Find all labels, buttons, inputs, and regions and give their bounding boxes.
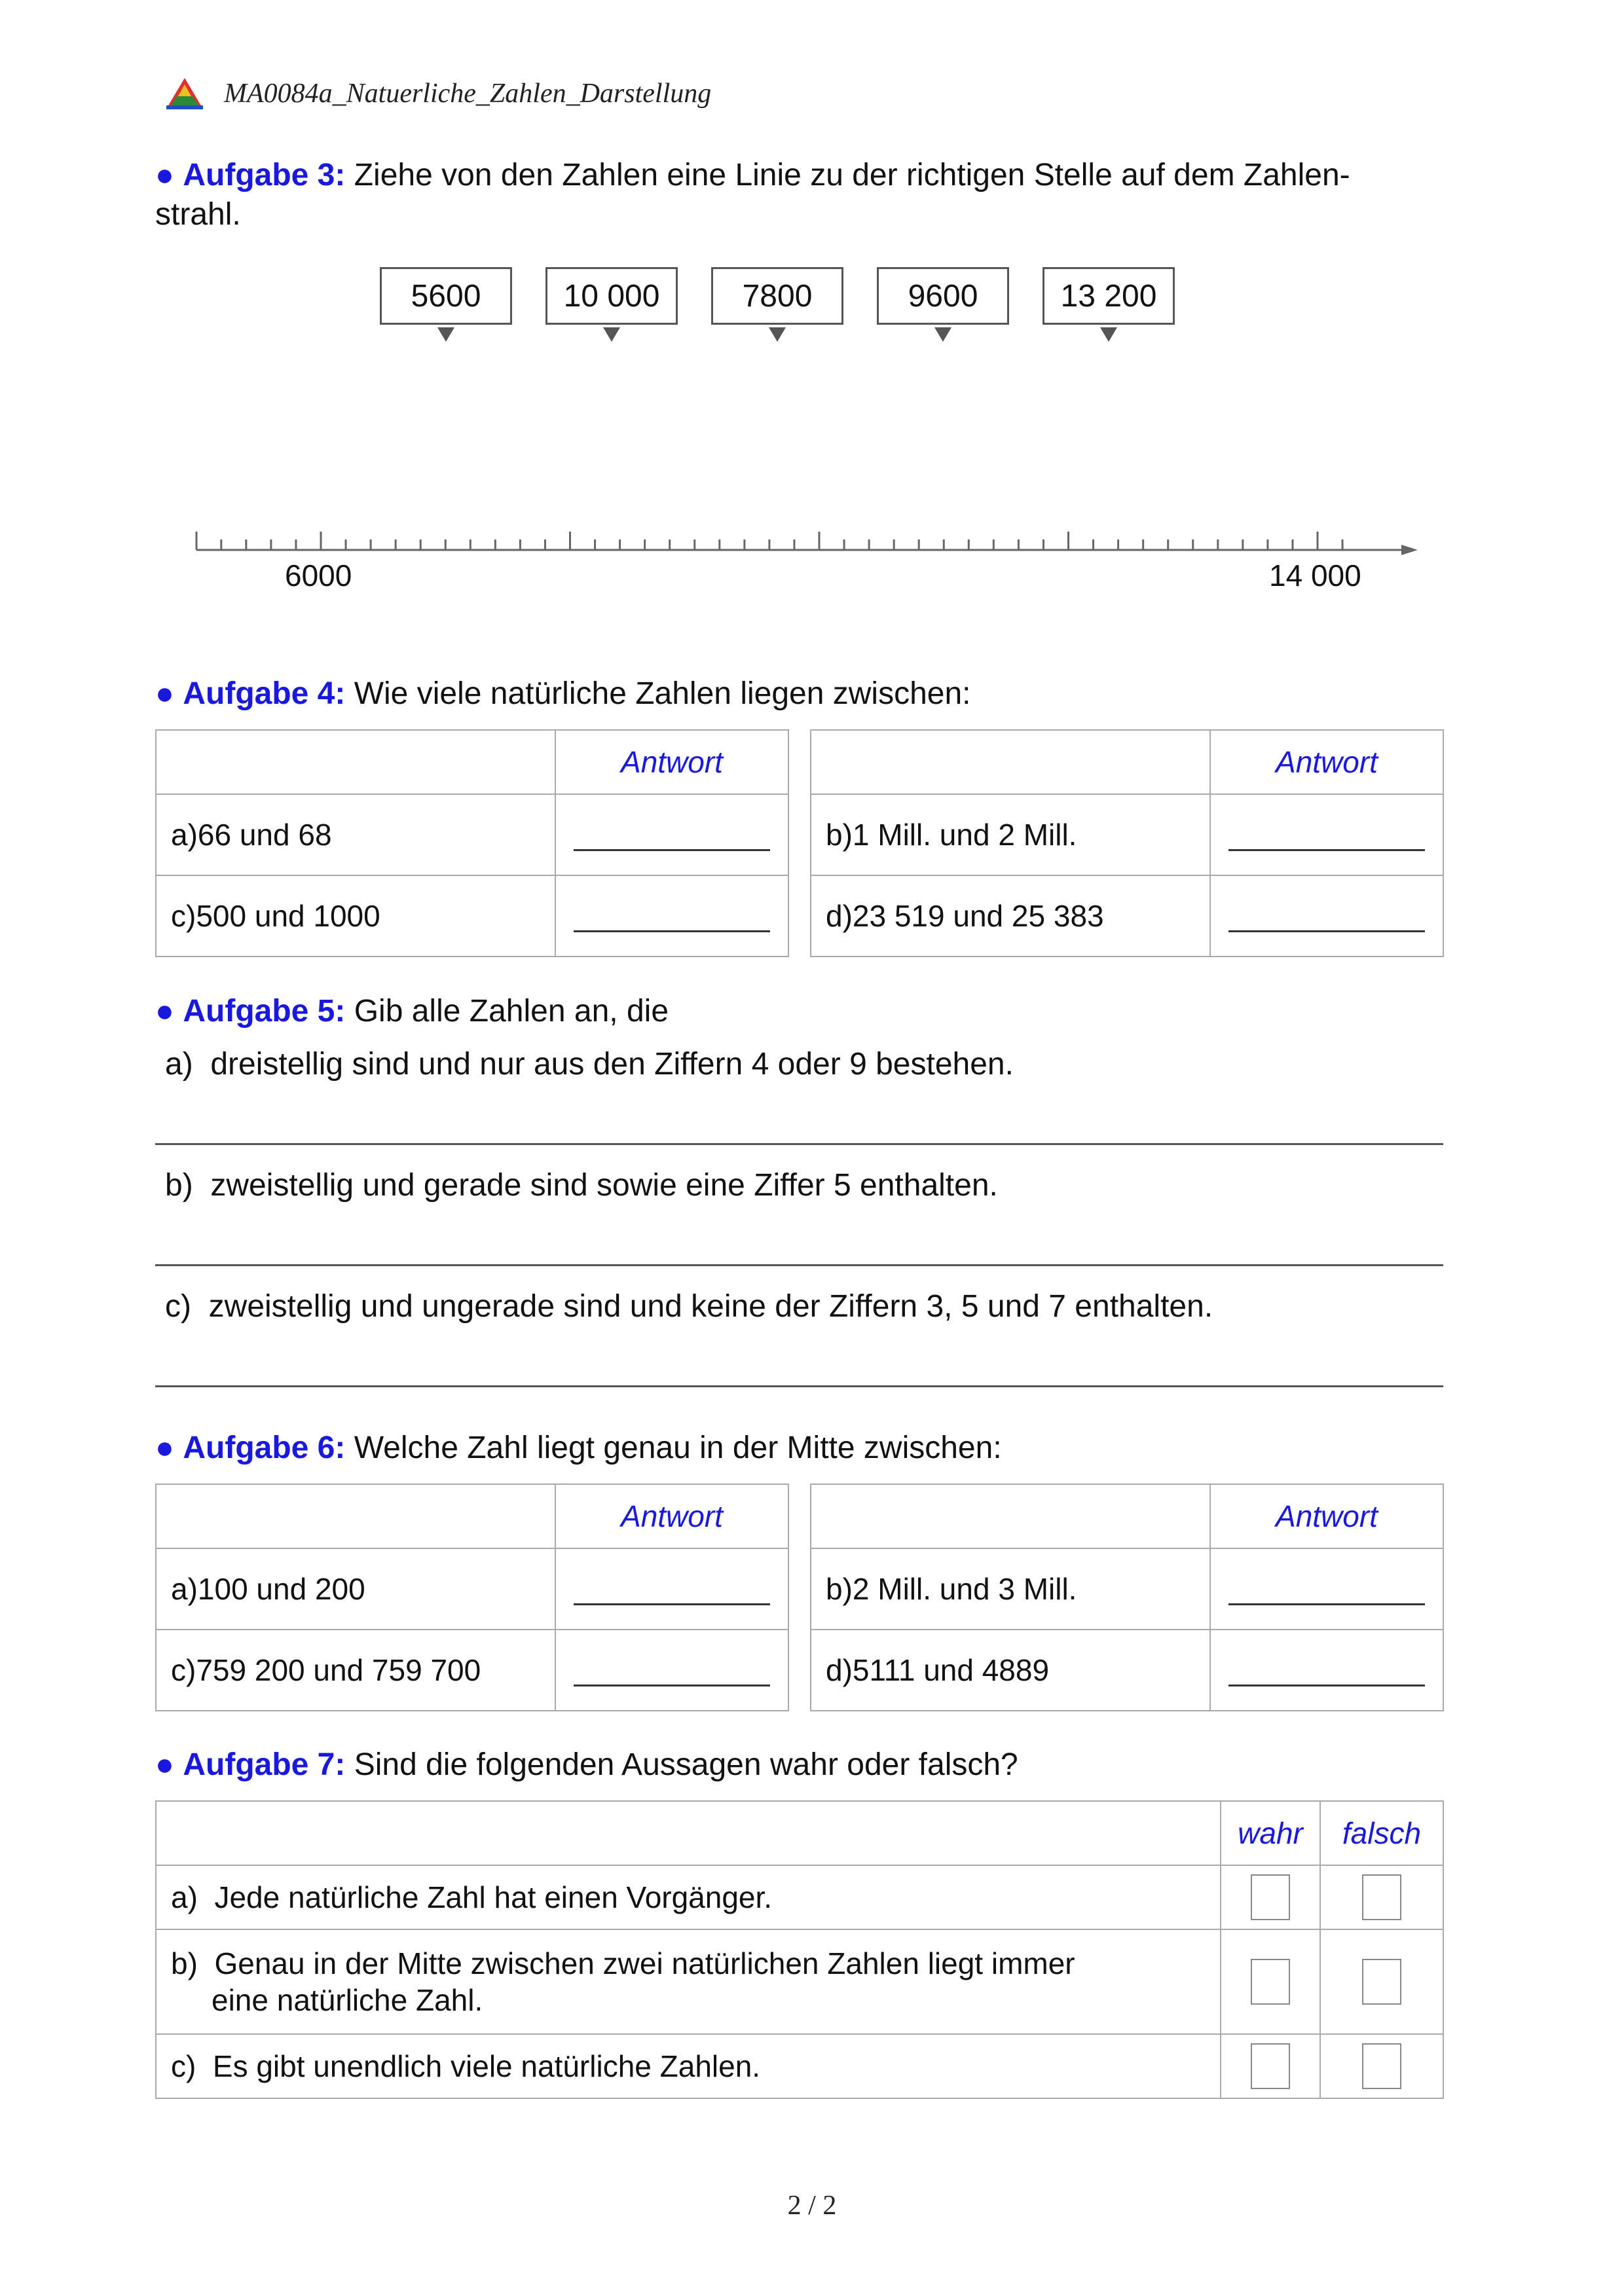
answer-blank[interactable]	[1228, 1658, 1425, 1686]
bullet-icon: ●	[155, 158, 174, 192]
pointer-arrow-icon	[603, 327, 620, 342]
item-letter: a)	[171, 818, 198, 852]
item-letter: a)	[171, 1572, 198, 1606]
number-line	[0, 517, 1624, 556]
axis-arrow-icon	[1401, 545, 1418, 555]
item-text: zweistellig und gerade sind sowie eine Ziffer 5 enthalten.	[210, 1168, 998, 1203]
table-row	[156, 1630, 788, 1711]
bullet-icon: ●	[155, 994, 174, 1029]
table-row	[811, 1630, 1443, 1711]
empty-cell	[156, 1484, 555, 1548]
pointer-arrow-icon	[934, 327, 951, 342]
answer-blank[interactable]	[1228, 1577, 1425, 1605]
answer-blank[interactable]	[1228, 904, 1425, 932]
table-row	[811, 875, 1443, 957]
task6-text: Welche Zahl liegt genau in der Mitte zwischen:	[354, 1430, 1002, 1465]
bullet-icon: ●	[155, 1430, 174, 1465]
item-text: 500 und 1000	[196, 899, 380, 933]
task5-text: Gib alle Zahlen an, die	[354, 994, 669, 1029]
empty-cell	[811, 1484, 1210, 1548]
axis-start-label: 6000	[285, 558, 352, 592]
task7-label: Aufgabe 7:	[183, 1747, 346, 1782]
item-text: 5111 und 4889	[852, 1653, 1050, 1687]
falsch-header: falsch	[1320, 1801, 1443, 1865]
item-text: 100 und 200	[197, 1572, 365, 1606]
page-number: 2 / 2	[787, 2191, 837, 2221]
empty-cell	[811, 730, 1210, 794]
task4-table-right	[810, 729, 1444, 957]
item-text: 2 Mill. und 3 Mill.	[852, 1572, 1077, 1606]
task4-table-left	[155, 729, 789, 957]
document-title: MA0084a_Natuerliche_Zahlen_Darstellung	[224, 79, 712, 109]
table-row	[156, 1548, 788, 1630]
item-text: dreistellig sind und nur aus den Ziffern 4 oder 9 bestehen.	[210, 1047, 1014, 1082]
task3-text-line2: strahl.	[155, 197, 241, 232]
item-text: Jede natürliche Zahl hat einen Vorgänger.	[214, 1880, 773, 1914]
number-card[interactable]: 5600	[380, 267, 512, 325]
answer-blank[interactable]	[1228, 823, 1425, 851]
answer-header: Antwort	[1210, 730, 1443, 794]
wahr-checkbox[interactable]	[1251, 2043, 1290, 2089]
item-text: 759 200 und 759 700	[196, 1653, 481, 1687]
task5-item-b	[165, 1167, 998, 1203]
task6-label: Aufgabe 6:	[183, 1430, 346, 1465]
task4-label: Aufgabe 4:	[183, 676, 346, 711]
logo-icon	[164, 77, 206, 111]
item-text: Es gibt unendlich viele natürliche Zahlen.	[212, 2049, 761, 2083]
task7-heading	[155, 1745, 1018, 1785]
item-letter: d)	[826, 1653, 853, 1687]
falsch-checkbox[interactable]	[1362, 1874, 1401, 1920]
answer-line[interactable]	[155, 1385, 1443, 1387]
item-letter: d)	[826, 899, 853, 933]
answer-header: Antwort	[555, 1484, 788, 1548]
number-card[interactable]: 7800	[711, 267, 843, 325]
item-text-cont: eine natürliche Zahl.	[212, 1983, 483, 2017]
answer-line[interactable]	[155, 1143, 1443, 1145]
empty-cell	[156, 1801, 1221, 1865]
task3-label: Aufgabe 3:	[183, 158, 346, 192]
answer-blank[interactable]	[574, 904, 770, 932]
falsch-checkbox[interactable]	[1362, 2043, 1401, 2089]
number-card[interactable]: 9600	[877, 267, 1009, 325]
table-row	[156, 1865, 1443, 1929]
item-letter: b)	[171, 1946, 198, 1980]
item-text: zweistellig und ungerade sind und keine der Ziffern 3, 5 und 7 enthalten.	[208, 1289, 1213, 1324]
task3-text-line1: Ziehe von den Zahlen eine Linie zu der richtigen Stelle auf dem Zahlen-	[354, 158, 1350, 192]
item-letter: b)	[165, 1168, 193, 1203]
item-letter: c)	[165, 1289, 191, 1324]
task5-item-c	[165, 1288, 1213, 1324]
bullet-icon: ●	[155, 1747, 174, 1782]
table-row	[811, 794, 1443, 875]
task7-table	[155, 1800, 1444, 2099]
pointer-arrow-icon	[1100, 327, 1117, 342]
item-text: 23 519 und 25 383	[852, 899, 1104, 933]
table-row	[156, 2034, 1443, 2098]
axis-end-label: 14 000	[1269, 558, 1361, 592]
falsch-checkbox[interactable]	[1362, 1959, 1401, 2005]
task6-heading	[155, 1429, 1002, 1468]
page-header	[164, 71, 711, 117]
task3-heading	[155, 156, 1350, 195]
answer-blank[interactable]	[574, 823, 770, 851]
item-text: Genau in der Mitte zwischen zwei natürlichen Zahlen liegt immer	[214, 1946, 1075, 1980]
answer-header: Antwort	[1210, 1484, 1443, 1548]
item-text: 66 und 68	[197, 818, 332, 852]
item-letter: a)	[165, 1047, 193, 1082]
task6-table-right	[810, 1484, 1444, 1711]
task5-heading	[155, 992, 669, 1031]
item-letter: a)	[171, 1880, 198, 1914]
table-row	[156, 794, 788, 875]
task5-label: Aufgabe 5:	[183, 994, 346, 1029]
number-card[interactable]: 10 000	[545, 267, 678, 325]
wahr-checkbox[interactable]	[1251, 1959, 1290, 2005]
task7-text: Sind die folgenden Aussagen wahr oder falsch?	[354, 1747, 1018, 1782]
task6-table-left	[155, 1484, 789, 1711]
wahr-header: wahr	[1221, 1801, 1320, 1865]
task5-item-a	[165, 1046, 1014, 1082]
empty-cell	[156, 730, 555, 794]
item-letter: c)	[171, 899, 196, 933]
answer-blank[interactable]	[574, 1658, 770, 1686]
table-row	[156, 875, 788, 957]
table-row	[811, 1548, 1443, 1630]
bullet-icon: ●	[155, 676, 174, 711]
task4-text: Wie viele natürliche Zahlen liegen zwischen:	[354, 676, 971, 711]
item-text: 1 Mill. und 2 Mill.	[852, 818, 1077, 852]
pointer-arrow-icon	[437, 327, 454, 342]
answer-header: Antwort	[555, 730, 788, 794]
answer-line[interactable]	[155, 1264, 1443, 1266]
table-row	[156, 1929, 1443, 2034]
item-letter: b)	[826, 818, 853, 852]
task4-heading	[155, 674, 971, 714]
item-letter: b)	[826, 1572, 853, 1606]
number-card[interactable]: 13 200	[1043, 267, 1175, 325]
wahr-checkbox[interactable]	[1251, 1874, 1290, 1920]
item-letter: c)	[171, 2049, 196, 2083]
pointer-arrow-icon	[769, 327, 786, 342]
answer-blank[interactable]	[574, 1577, 770, 1605]
item-letter: c)	[171, 1653, 196, 1687]
